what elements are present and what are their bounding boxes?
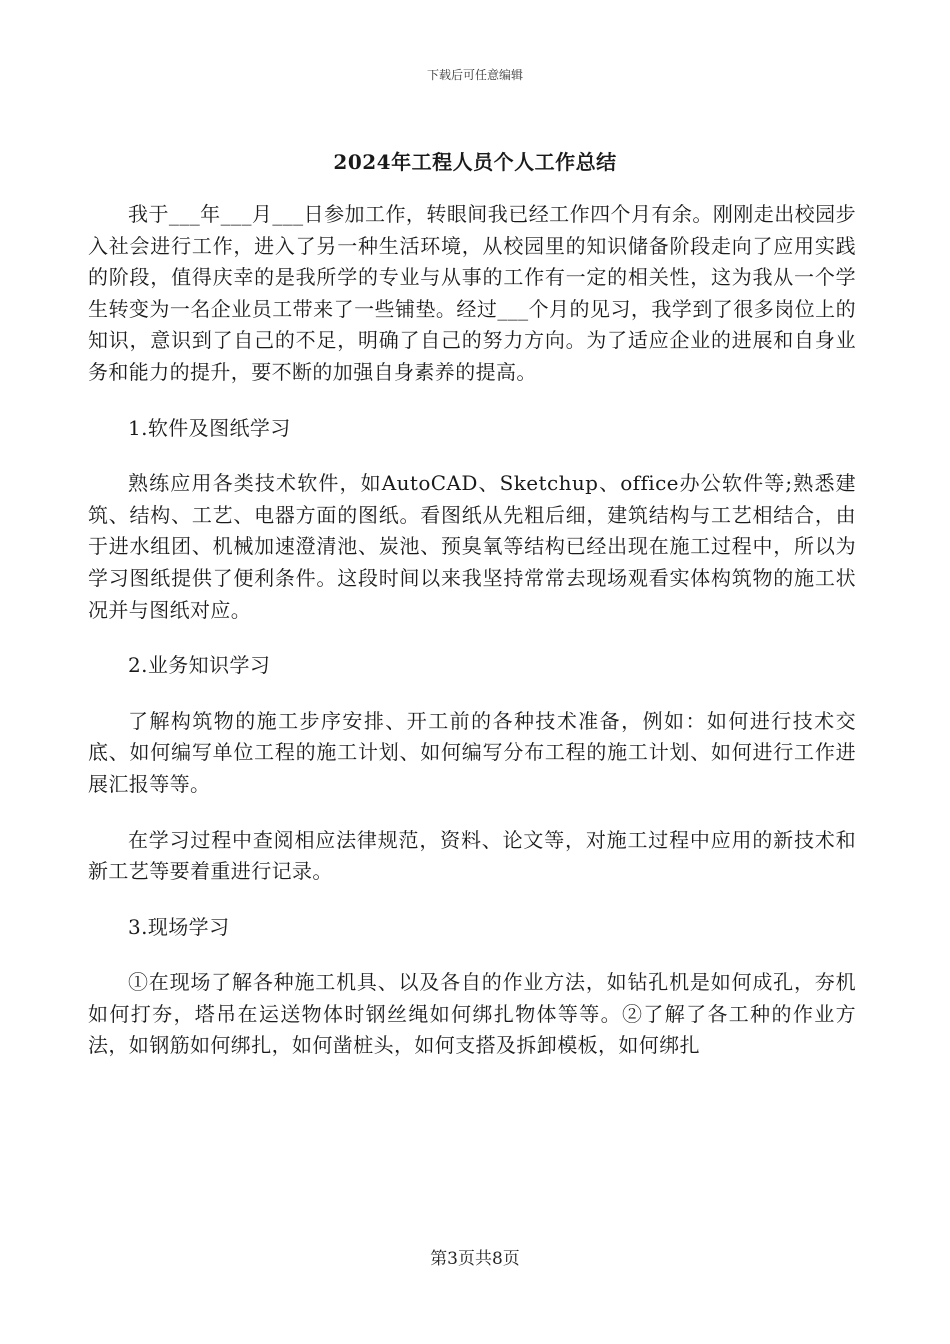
body-paragraph: 我于___年___月___日参加工作，转眼间我已经工作四个月有余。刚刚走出校园步入社会进行工作，进入了另一种生活环境，从校园里的知识储备阶段走向了应用实践的阶段，值得庆幸的是我所学的专业与从事的工作有一定的相关性，这为我从一个学生转变为一名企业员工带来了一些铺垫。经过___个月的见习，我学到了很多岗位上的知识，意识到了自己的不足，明确了自己的努力方向。为了适应企业的进展和自身业务和能力的提升，要不断的加强自身素养的提高。 (88, 202, 856, 384)
body-paragraph: 了解构筑物的施工步序安排、开工前的各种技术准备，例如：如何进行技术交底、如何编写单位工程的施工计划、如何编写分布工程的施工计划、如何进行工作进展汇报等等。 (88, 708, 856, 796)
body-paragraph: 熟练应用各类技术软件，如AutoCAD、Sketchup、office办公软件等;熟悉建筑、结构、工艺、电器方面的图纸。看图纸从先粗后细，建筑结构与工艺相结合，由于进水组团、机械加速澄清池、炭池、预臭氧等结构已经出现在施工过程中，所以为学习图纸提供了便利条件。这段时间以来我坚持常常去现场观看实体构筑物的施工状况并与图纸对应。 (88, 471, 856, 622)
section-heading-business: 2.业务知识学习 (128, 653, 271, 678)
page-number-footer: 第3页共8页 (430, 1249, 520, 1269)
section-heading-onsite: 3.现场学习 (128, 914, 230, 939)
body-paragraph: ①在现场了解各种施工机具、以及各自的作业方法，如钻孔机是如何成孔，夯机如何打夯，塔吊在运送物体时钢丝绳如何绑扎物体等等。②了解了各工种的作业方法，如钢筋如何绑扎，如何凿桩头，如何支搭及拆卸模板，如何绑扎 (88, 970, 856, 1058)
document-title: 2024年工程人员个人工作总结 (333, 150, 617, 174)
header-note: 下载后可任意编辑 (426, 68, 523, 82)
body-paragraph: 在学习过程中查阅相应法律规范，资料、论文等，对施工过程中应用的新技术和新工艺等要着重进行记录。 (88, 827, 856, 884)
section-heading-software: 1.软件及图纸学习 (128, 415, 291, 440)
document-body (88, 199, 856, 1086)
